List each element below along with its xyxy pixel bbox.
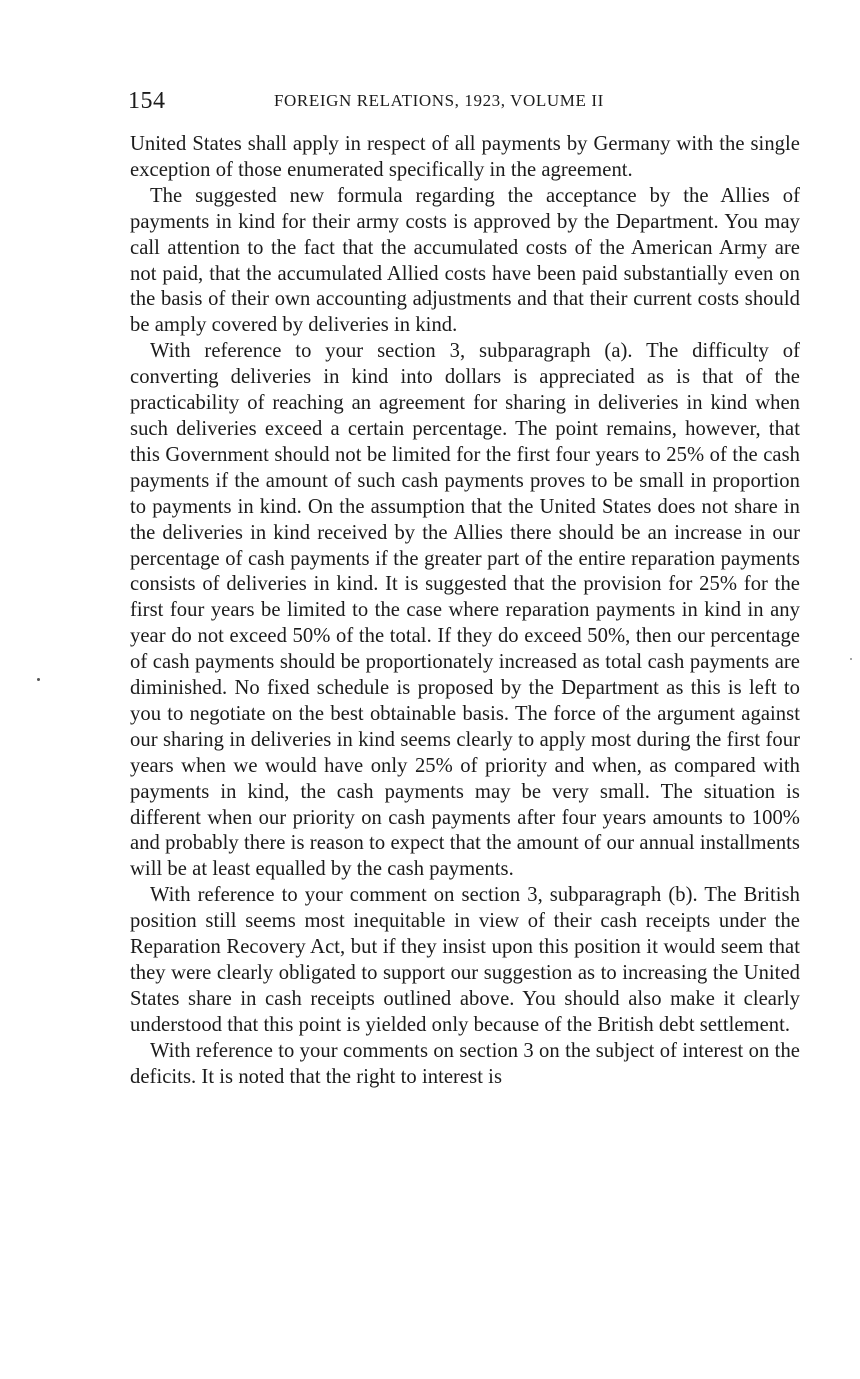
paragraph-continuation: United States shall apply in respect of all payments by Germany with the single exception of those enumerated specifically in the agreement. <box>130 133 800 181</box>
paragraph-section-3a: With reference to your section 3, subparagraph (a). The difficulty of converting deliveries in kind into dollars is appreciated as is that of the practicability of reaching an agreement for sharing in deliveries in kind when such deliveries exceed a certain percentage. The point remains, however, that this Government should not be limited for the first four years to 25% of the cash payments if the amount of such cash payments proves to be small in proportion to payments in kind. On the assumption that the United States does not share in the deliveries in kind received by the Allies there should be an increase in our percentage of cash payments if the greater part of the entire reparation payments consists of deliveries in kind. It is suggested that the provision for 25% for the first four years be limited to the case where reparation payments in kind in any year do not exceed 50% of the total. If they do exceed 50%, then our percentage of cash payments should be proportionately increased as total cash payments are diminished. No fixed schedule is proposed by the Department as this is left to you to negotiate on the best obtainable basis. The force of the argument against our sharing in deliveries in kind seems clearly to apply most during the first four years when we would have only 25% of priority and when, as compared with payments in kind, the cash payments may be very small. The situation is different when our priority on cash payments after four years amounts to 100% and probably there is reason to expect that the amount of our annual installments will be at least equalled by the cash payments. <box>130 340 800 881</box>
scan-speck <box>850 658 852 660</box>
body-text <box>130 132 800 1091</box>
scan-speck <box>37 678 40 681</box>
running-title: FOREIGN RELATIONS, 1923, VOLUME II <box>274 91 604 110</box>
running-head <box>128 86 800 116</box>
paragraph-interest-deficits: With reference to your comments on section 3 on the subject of interest on the deficits. It is noted that the right to interest is <box>130 1039 800 1088</box>
paragraph-army-costs: The suggested new formula regarding the acceptance by the Allies of payments in kind for their army costs is approved by the Department. You may call attention to the fact that the accumulated costs of the American Army are not paid, that the accumulated Allied costs have been paid substantially even on the basis of their own accounting adjustments and that their current costs should be amply covered by deliveries in kind. <box>130 184 800 337</box>
paragraph-section-3b: With reference to your comment on section 3, subparagraph (b). The British position still seems most inequitable in view of their cash receipts under the Reparation Recovery Act, but if they insist upon this position it would seem that they were clearly obligated to support our suggestion as to increasing the United States share in cash receipts outlined above. You should also make it clearly understood that this point is yielded only because of the British debt settlement. <box>130 884 800 1036</box>
page-number: 154 <box>128 88 166 114</box>
